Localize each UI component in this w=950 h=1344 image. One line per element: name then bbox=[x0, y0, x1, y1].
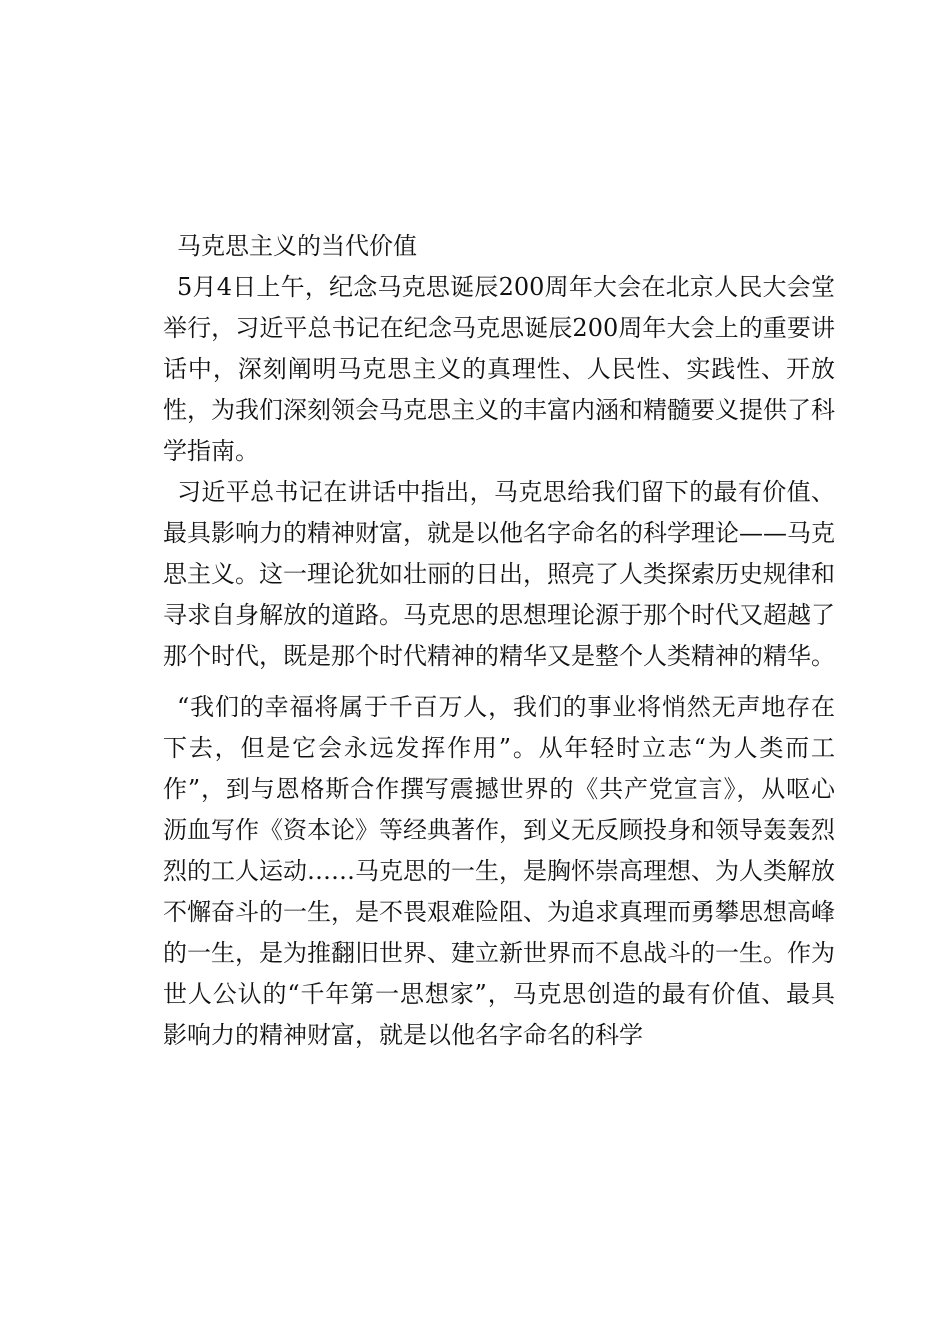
document-title: 马克思主义的当代价值 bbox=[177, 232, 417, 260]
paragraph-3: “我们的幸福将属于千百万人，我们的事业将悄然无声地存在下去，但是它会永远发挥作用”。从年轻时立志“为人类而工作”，到与恩格斯合作撰写震撼世界的《共产党宣言》，从呕心沥血写作《资本论》等经典著作，到义无反顾投身和领导轰轰烈烈的工人运动……马克思的一生，是胸怀崇高理想、为人类解放不懈奋斗的一生，是不畏艰难险阻、为追求真理而勇攀思想高峰的一生，是为推翻旧世界、建立新世界而不息战斗的一生。作为世人公认的“千年第一思想家”，马克思创造的最有价值、最具影响力的精神财富，就是以他名字命名的科学 bbox=[163, 693, 835, 1049]
paragraph-2: 习近平总书记在讲话中指出，马克思给我们留下的最有价值、最具影响力的精神财富，就是以他名字命名的科学理论——马克思主义。这一理论犹如壮丽的日出，照亮了人类探索历史规律和寻求自身解放的道路。马克思的思想理论源于那个时代又超越了那个时代，既是那个时代精神的精华又是整个人类精神的精华。 bbox=[163, 478, 835, 670]
document-body bbox=[163, 226, 835, 1056]
paragraph-1: 5月4日上午，纪念马克思诞辰200周年大会在北京人民大会堂举行，习近平总书记在纪念马克思诞辰200周年大会上的重要讲话中，深刻阐明马克思主义的真理性、人民性、实践性、开放性，为我们深刻领会马克思主义的丰富内涵和精髓要义提供了科学指南。 bbox=[163, 273, 835, 465]
